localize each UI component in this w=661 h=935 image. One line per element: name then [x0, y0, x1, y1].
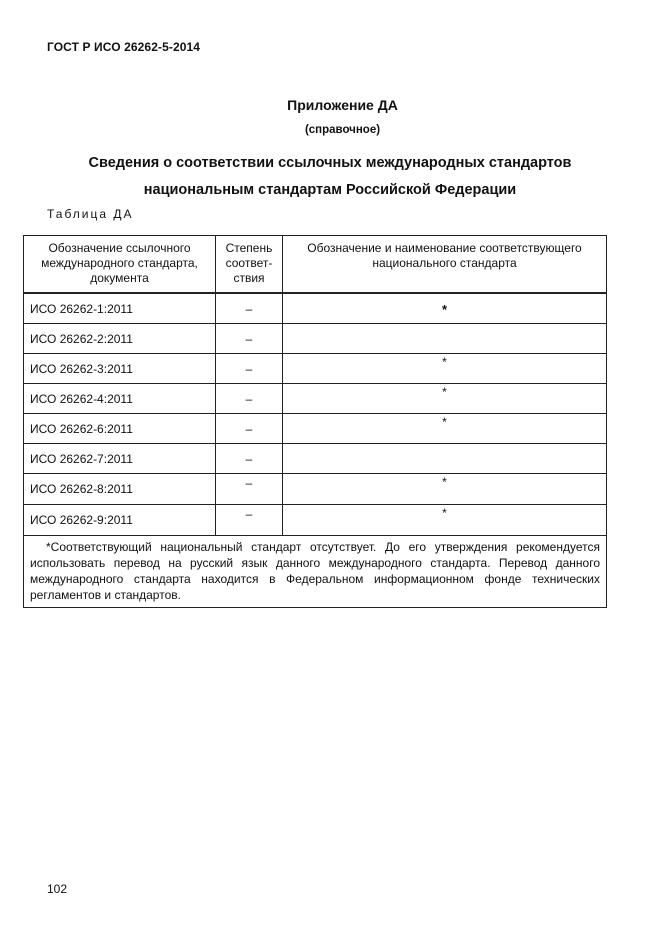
appendix-subtitle: (справочное)	[304, 124, 381, 136]
appendix-title: Приложение ДА	[287, 97, 398, 113]
table-row	[24, 293, 607, 324]
table-row	[24, 505, 607, 536]
table-caption: Таблица ДА	[47, 207, 134, 221]
national-standard-cell: *	[283, 384, 607, 414]
national-standard-cell	[283, 324, 607, 354]
standard-code-cell: ИСО 26262-7:2011	[24, 444, 216, 474]
degree-cell: –	[216, 505, 283, 536]
table-row	[24, 384, 607, 414]
standard-code-cell: ИСО 26262-2:2011	[24, 324, 216, 354]
table-row	[24, 354, 607, 384]
table-header-row	[24, 236, 607, 294]
national-standard-cell	[283, 444, 607, 474]
standard-code-cell: ИСО 26262-6:2011	[24, 414, 216, 444]
page-number: 102	[47, 882, 68, 896]
column-header-national: Обозначение и наименование соответствующего национального стандарта	[283, 236, 607, 294]
column-header-degree: Степень соответ- ствия	[216, 236, 283, 294]
table-footnote: *Соответствующий национальный стандарт отсутствует. До его утверждения рекомендуется использовать перевод на русский язык данного международного стандарта. Перевод данного международного стандарта находится в Федеральном информационном фонде технических регламентов и стандартов.	[30, 540, 600, 602]
national-standard-cell: *	[283, 354, 607, 384]
standard-code-cell: ИСО 26262-1:2011	[24, 293, 216, 324]
standard-code-cell: ИСО 26262-4:2011	[24, 384, 216, 414]
standard-code-cell: ИСО 26262-9:2011	[24, 505, 216, 536]
national-standard-cell: *	[283, 293, 607, 324]
section-title-line-1: Сведения о соответствии ссылочных международных стандартов	[88, 155, 572, 171]
correspondence-table	[23, 235, 607, 608]
document-header: ГОСТ Р ИСО 26262-5-2014	[47, 40, 201, 54]
standard-code-cell: ИСО 26262-3:2011	[24, 354, 216, 384]
section-title	[40, 150, 620, 204]
column-header-international: Обозначение ссылочного международного стандарта, документа	[24, 236, 216, 294]
table-footnote-cell	[24, 536, 607, 608]
table-footnote-row	[24, 536, 607, 608]
table-row	[24, 324, 607, 354]
table-row	[24, 474, 607, 505]
degree-cell: –	[216, 384, 283, 414]
national-standard-cell: *	[283, 505, 607, 536]
degree-cell: –	[216, 324, 283, 354]
degree-cell: –	[216, 414, 283, 444]
standard-code-cell: ИСО 26262-8:2011	[24, 474, 216, 505]
degree-cell: –	[216, 354, 283, 384]
table-row	[24, 414, 607, 444]
table-row	[24, 444, 607, 474]
national-standard-cell: *	[283, 474, 607, 505]
degree-cell: –	[216, 293, 283, 324]
degree-cell: –	[216, 474, 283, 505]
section-title-line-2: национальным стандартам Российской Федерации	[143, 182, 517, 198]
degree-cell: –	[216, 444, 283, 474]
national-standard-cell: *	[283, 414, 607, 444]
